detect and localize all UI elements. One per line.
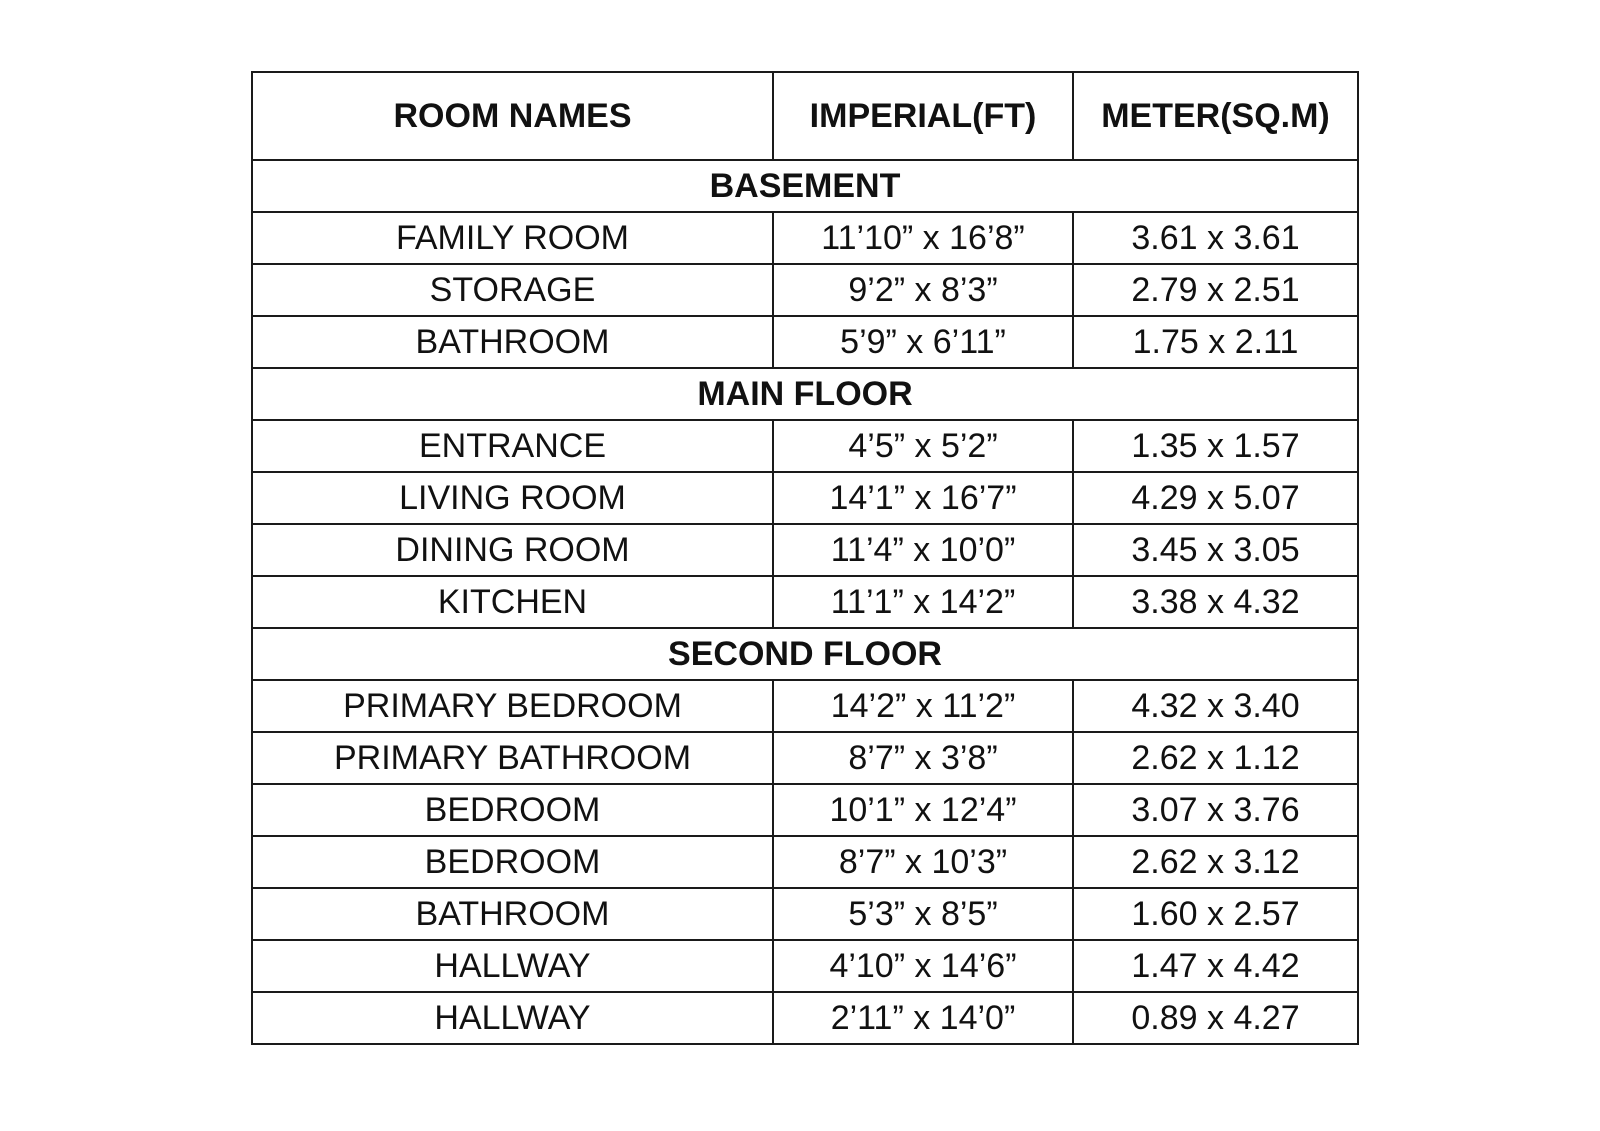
room-name-cell: KITCHEN xyxy=(252,576,773,628)
imperial-cell: 9’2” x 8’3” xyxy=(773,264,1073,316)
meter-cell: 3.07 x 3.76 xyxy=(1073,784,1358,836)
section-row xyxy=(252,368,1358,420)
imperial-cell: 14’2” x 11’2” xyxy=(773,680,1073,732)
imperial-cell: 14’1” x 16’7” xyxy=(773,472,1073,524)
table-row xyxy=(252,888,1358,940)
room-name-cell: BATHROOM xyxy=(252,316,773,368)
room-name-cell: HALLWAY xyxy=(252,940,773,992)
meter-cell: 3.38 x 4.32 xyxy=(1073,576,1358,628)
table-row xyxy=(252,680,1358,732)
header-room-names: ROOM NAMES xyxy=(252,72,773,160)
header-imperial: IMPERIAL(FT) xyxy=(773,72,1073,160)
imperial-cell: 5’9” x 6’11” xyxy=(773,316,1073,368)
section-title: SECOND FLOOR xyxy=(252,628,1358,680)
section-title: MAIN FLOOR xyxy=(252,368,1358,420)
imperial-cell: 11’4” x 10’0” xyxy=(773,524,1073,576)
table-row xyxy=(252,576,1358,628)
meter-cell: 1.75 x 2.11 xyxy=(1073,316,1358,368)
table-row xyxy=(252,940,1358,992)
imperial-cell: 10’1” x 12’4” xyxy=(773,784,1073,836)
table-row xyxy=(252,836,1358,888)
table-row xyxy=(252,992,1358,1044)
meter-cell: 4.29 x 5.07 xyxy=(1073,472,1358,524)
room-name-cell: BEDROOM xyxy=(252,836,773,888)
imperial-cell: 4’10” x 14’6” xyxy=(773,940,1073,992)
header-meter: METER(SQ.M) xyxy=(1073,72,1358,160)
room-name-cell: DINING ROOM xyxy=(252,524,773,576)
room-dimensions-table xyxy=(251,71,1359,1045)
table-row xyxy=(252,732,1358,784)
table-row xyxy=(252,472,1358,524)
imperial-cell: 5’3” x 8’5” xyxy=(773,888,1073,940)
room-name-cell: BATHROOM xyxy=(252,888,773,940)
table-header-row xyxy=(252,72,1358,160)
meter-cell: 1.47 x 4.42 xyxy=(1073,940,1358,992)
imperial-cell: 2’11” x 14’0” xyxy=(773,992,1073,1044)
table-row xyxy=(252,212,1358,264)
meter-cell: 3.61 x 3.61 xyxy=(1073,212,1358,264)
table-row xyxy=(252,316,1358,368)
room-name-cell: ENTRANCE xyxy=(252,420,773,472)
meter-cell: 1.35 x 1.57 xyxy=(1073,420,1358,472)
table-row xyxy=(252,264,1358,316)
room-name-cell: BEDROOM xyxy=(252,784,773,836)
meter-cell: 2.62 x 3.12 xyxy=(1073,836,1358,888)
imperial-cell: 11’10” x 16’8” xyxy=(773,212,1073,264)
table-body xyxy=(252,160,1358,1044)
meter-cell: 4.32 x 3.40 xyxy=(1073,680,1358,732)
meter-cell: 3.45 x 3.05 xyxy=(1073,524,1358,576)
room-name-cell: LIVING ROOM xyxy=(252,472,773,524)
imperial-cell: 4’5” x 5’2” xyxy=(773,420,1073,472)
section-row xyxy=(252,160,1358,212)
section-row xyxy=(252,628,1358,680)
room-name-cell: PRIMARY BATHROOM xyxy=(252,732,773,784)
meter-cell: 2.79 x 2.51 xyxy=(1073,264,1358,316)
table-row xyxy=(252,420,1358,472)
meter-cell: 0.89 x 4.27 xyxy=(1073,992,1358,1044)
meter-cell: 1.60 x 2.57 xyxy=(1073,888,1358,940)
room-name-cell: STORAGE xyxy=(252,264,773,316)
room-name-cell: PRIMARY BEDROOM xyxy=(252,680,773,732)
table-row xyxy=(252,524,1358,576)
imperial-cell: 8’7” x 3’8” xyxy=(773,732,1073,784)
room-name-cell: FAMILY ROOM xyxy=(252,212,773,264)
imperial-cell: 8’7” x 10’3” xyxy=(773,836,1073,888)
section-title: BASEMENT xyxy=(252,160,1358,212)
room-name-cell: HALLWAY xyxy=(252,992,773,1044)
meter-cell: 2.62 x 1.12 xyxy=(1073,732,1358,784)
table-row xyxy=(252,784,1358,836)
imperial-cell: 11’1” x 14’2” xyxy=(773,576,1073,628)
